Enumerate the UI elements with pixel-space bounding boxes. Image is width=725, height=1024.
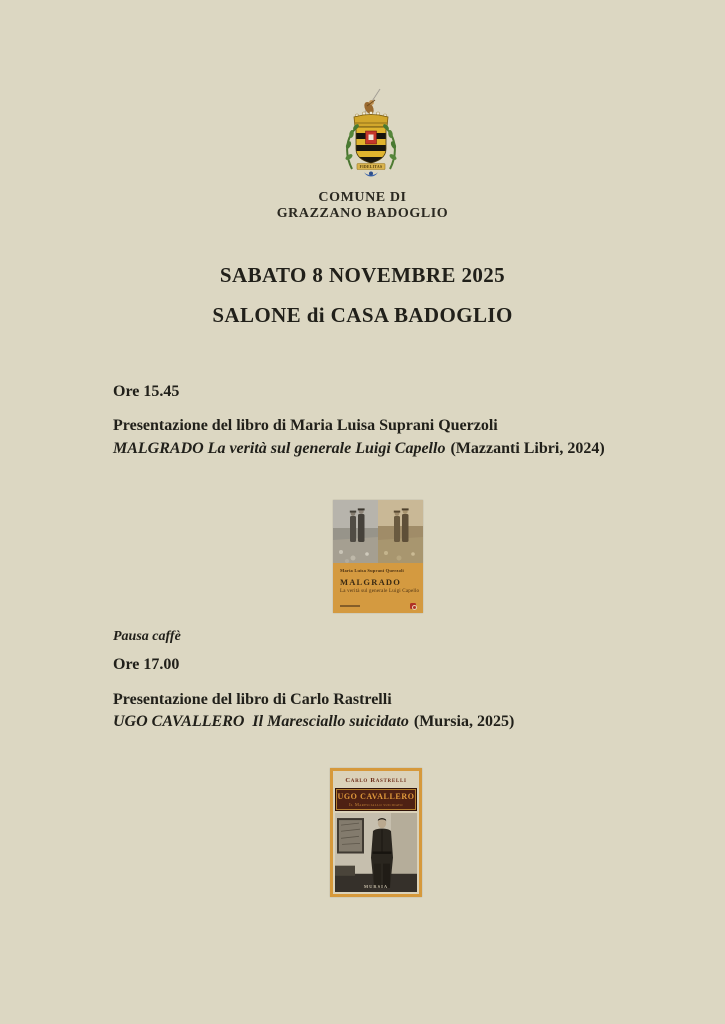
cavallero-cover-author: Carlo Rastrelli: [345, 777, 407, 784]
book-cover-malgrado: [333, 500, 423, 613]
session1-book-line: [113, 440, 605, 458]
crown-icon: [354, 111, 388, 127]
malgrado-cover-title: MALGRADO: [340, 577, 402, 587]
cavallero-title-banner: [335, 788, 417, 811]
blue-knot-icon: [364, 172, 378, 177]
book-cover-ugo-cavallero: [330, 768, 422, 897]
event-venue-title: SALONE di CASA BADOGLIO: [212, 303, 513, 327]
session2-book-title: UGO CAVALLERO Il Maresciallo suicidato: [113, 713, 409, 730]
malgrado-cover-text-panel: [333, 563, 423, 613]
shield: [356, 127, 386, 164]
session1-book-title: MALGRADO La verità sul generale Luigi Capello: [113, 440, 446, 457]
coat-of-arms-icon: [342, 87, 400, 179]
session2-book-line: [113, 713, 514, 731]
session2-publisher: (Mursia, 2025): [413, 713, 515, 730]
session1-intro: Presentazione del libro di Maria Luisa Suprani Querzoli: [113, 417, 498, 434]
cavallero-cover-title: UGO CAVALLERO: [337, 791, 415, 801]
motto-ribbon: [357, 164, 385, 170]
malgrado-cover-subtitle: La verità sul generale Luigi Capello: [340, 589, 420, 594]
malgrado-imprint-text: [340, 605, 360, 607]
cavallero-cover-photo: [335, 813, 417, 892]
event-date-title: SABATO 8 NOVEMBRE 2025: [219, 263, 506, 287]
mursia-publisher-label: MURSIA: [363, 884, 389, 889]
cavallero-photo-area: [335, 813, 417, 892]
session2-intro: Presentazione del libro di Carlo Rastrelli: [113, 691, 392, 708]
session1-time: Ore 15.45: [113, 383, 180, 400]
mazzanti-libri-logo-icon: [410, 603, 416, 609]
cavallero-cover-inner: [333, 771, 419, 894]
session1-publisher: (Mazzanti Libri, 2024): [450, 440, 605, 457]
cavallero-cover-subtitle: Il Maresciallo suicidato: [349, 802, 403, 807]
coffee-break-label: Pausa caffè: [113, 629, 181, 644]
municipality-name: [0, 190, 725, 221]
malgrado-cover-photo: [333, 500, 423, 563]
session2-time: Ore 17.00: [113, 656, 180, 673]
municipality-line1: COMUNE DI: [318, 190, 407, 205]
malgrado-cover-author: Maria Luisa Suprani Querzoli: [340, 568, 404, 573]
motto-text: FIDELITAS: [359, 165, 383, 169]
municipality-line2: GRAZZANO BADOGLIO: [276, 205, 449, 221]
